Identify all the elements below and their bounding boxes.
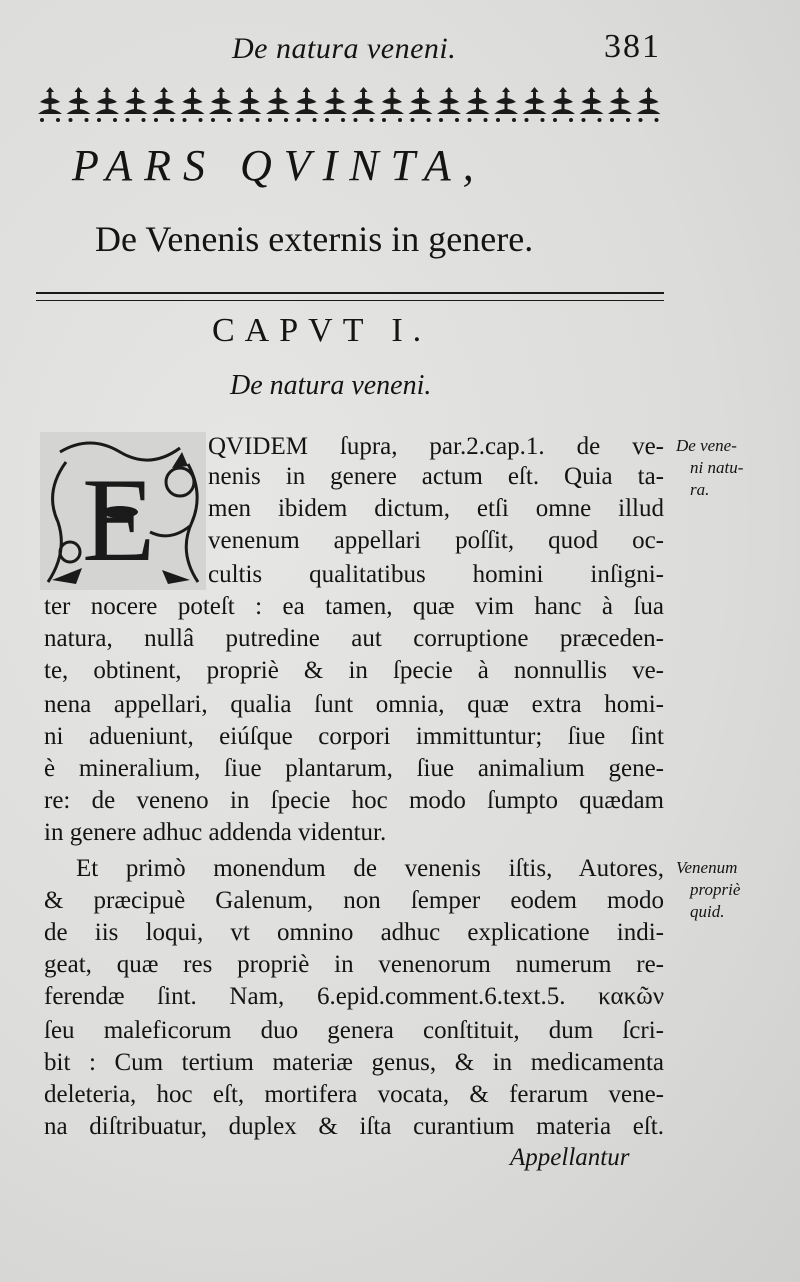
body-line: Et primò monendum de venenis iſtis, Autores, [76,855,664,882]
margin-note-line: quid. [690,902,725,921]
body-line: deleteria, hoc eſt, mortifera vocata, & ferarum vene- [44,1081,664,1108]
body-line: na diſtribuatur, duplex & iſta curantium materia eſt. [44,1113,664,1140]
fleuron-ornament-band [36,86,666,126]
part-subtitle: De Venenis externis in genere. [95,219,534,259]
body-line: ſeu maleficorum duo genera conſtituit, dum ſcri- [44,1017,664,1044]
margin-note-line: Venenum [676,858,738,877]
body-line: è mineralium, ſiue plantarum, ſiue animalium gene- [44,755,664,782]
double-rule-divider [36,292,664,301]
body-line: cultis qualitatibus homini inſigni- [208,561,664,588]
body-line: men ibidem dictum, etſi omne illud [208,495,664,522]
body-line: bit : Cum tertium materiæ genus, & in medicamenta [44,1049,664,1076]
page-number: 381 [604,28,661,65]
margin-note-line: propriè [690,880,741,899]
part-title: PARS QVINTA, [72,141,486,190]
chapter-subtitle: De natura veneni. [230,370,432,401]
running-head [0,28,800,78]
body-line: in genere adhuc addenda videntur. [44,819,387,846]
body-line: ferendæ ſint. Nam, 6.epid.comment.6.text.5. κακῶν [44,983,664,1010]
body-line: ni adueniunt, eiúſque corpori immittuntur; ſiue ſint [44,723,664,750]
catchword: Appellantur [510,1144,630,1171]
body-line: nena appellari, qualia ſunt omnia, quæ extra homi- [44,691,664,718]
body-line: te, obtinent, propriè & in ſpecie à nonnullis ve- [44,657,664,684]
drop-cap-letter: E [82,453,156,586]
body-line: & præcipuè Galenum, non ſemper eodem modo [44,887,664,914]
body-line: de iis loqui, vt omnino adhuc explicatione indi- [44,919,664,946]
body-line: ter nocere poteſt : ea tamen, quæ vim hanc à ſua [44,593,664,620]
margin-note-line: ra. [690,480,710,499]
margin-note-line: De vene- [676,436,737,455]
running-title: De natura veneni. [232,32,457,65]
body-line: natura, nullâ putredine aut corruptione præceden- [44,625,664,652]
decorated-initial-letter [40,432,206,590]
body-line: QVIDEM ſupra, par.2.cap.1. de ve- [208,433,664,460]
margin-note-line: ni natu- [690,458,744,477]
chapter-title: CAPVT I. [212,312,432,349]
body-line: geat, quæ res propriè in venenorum numerum re- [44,951,664,978]
body-line: re: de veneno in ſpecie hoc modo ſumpto quædam [44,787,664,814]
body-line: venenum appellari poſſit, quod oc- [208,527,664,554]
body-line: nenis in genere actum eſt. Quia ta- [208,463,664,490]
